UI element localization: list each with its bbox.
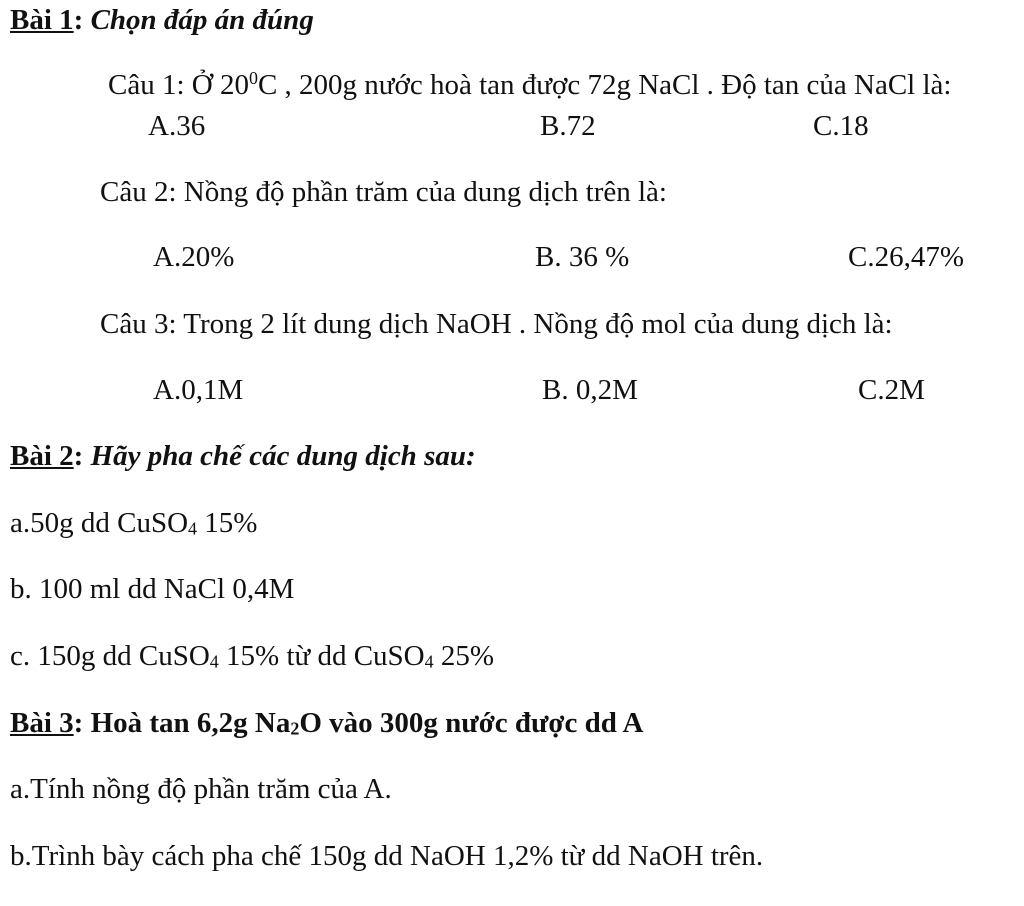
bai2-separator: : bbox=[73, 440, 84, 472]
question-2-option-c: C.26,47% bbox=[848, 241, 964, 273]
question-2-text: Câu 2: Nồng độ phần trăm của dung dịch trên là: bbox=[100, 176, 667, 208]
bai3-item-a: a.Tính nồng độ phần trăm của A. bbox=[10, 773, 392, 805]
question-2-option-a: A.20% bbox=[153, 241, 235, 273]
bai3-separator: : bbox=[73, 707, 84, 739]
bai3-number: Bài 3 bbox=[10, 707, 74, 739]
question-1-option-a: A.36 bbox=[148, 110, 206, 142]
question-3-text: Câu 3: Trong 2 lít dung dịch NaOH . Nồng độ mol của dung dịch là: bbox=[100, 308, 893, 340]
bai2-heading bbox=[10, 440, 476, 473]
bai3-item-b: b.Trình bày cách pha chế 150g dd NaOH 1,2% từ dd NaOH trên. bbox=[10, 840, 764, 872]
question-1-text bbox=[108, 69, 951, 102]
bai2-item-c bbox=[10, 640, 494, 673]
bai2-item-a-post: 15% bbox=[197, 507, 258, 539]
bai3-title-subscript: 2 bbox=[290, 718, 300, 739]
bai2-number: Bài 2 bbox=[10, 440, 74, 472]
bai3-title-pre: Hoà tan 6,2g Na bbox=[83, 707, 291, 739]
degree-superscript: 0 bbox=[248, 68, 258, 89]
bai1-separator: : bbox=[73, 4, 84, 36]
bai2-item-c-subscript-2: 4 bbox=[424, 651, 434, 672]
question-1-option-b: B.72 bbox=[540, 110, 596, 142]
bai2-item-a-pre: a.50g dd CuSO bbox=[10, 507, 189, 539]
bai1-title: Chọn đáp án đúng bbox=[90, 4, 314, 36]
bai2-item-c-mid: 15% từ dd CuSO bbox=[218, 640, 425, 672]
question-3-option-b: B. 0,2M bbox=[542, 374, 638, 406]
bai1-heading bbox=[10, 4, 314, 37]
bai1-number: Bài 1 bbox=[10, 4, 74, 36]
question-1-option-c: C.18 bbox=[813, 110, 869, 142]
bai3-heading bbox=[10, 707, 643, 740]
bai2-item-a bbox=[10, 507, 257, 540]
bai2-item-c-pre: c. 150g dd CuSO bbox=[10, 640, 210, 672]
bai2-item-a-subscript: 4 bbox=[188, 518, 198, 539]
bai2-item-c-post: 25% bbox=[433, 640, 495, 672]
question-3-option-c: C.2M bbox=[858, 374, 925, 406]
bai2-title: Hãy pha chế các dung dịch sau: bbox=[90, 440, 476, 472]
bai3-title-post: O vào 300g nước được dd A bbox=[299, 707, 644, 739]
question-3-option-a: A.0,1M bbox=[153, 374, 244, 406]
question-2-option-b: B. 36 % bbox=[535, 241, 630, 273]
bai2-item-b: b. 100 ml dd NaCl 0,4M bbox=[10, 573, 295, 605]
question-1-post: C , 200g nước hoà tan được 72g NaCl . Độ tan của NaCl là: bbox=[257, 69, 952, 101]
question-1-pre: Câu 1: Ở 20 bbox=[108, 69, 249, 101]
bai2-item-c-subscript-1: 4 bbox=[209, 651, 219, 672]
